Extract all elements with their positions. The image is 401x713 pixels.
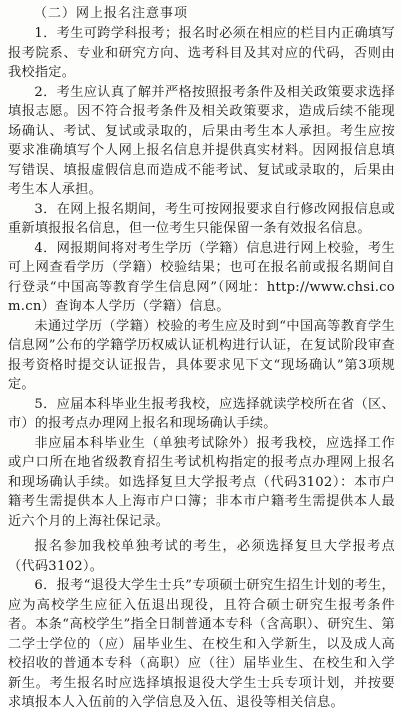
paragraph-1: 1．考生可跨学科报考；报名时必须在相应的栏目内正确填写报考院系、专业和研究方向、选考科目及其对应的代码，否则由我校指定。 [8, 26, 395, 80]
paragraph-5-single-exam: 报名参加我校单独考试的考生，必须选择复旦大学报考点（代码3102）。 [8, 539, 395, 574]
paragraph-6: 6．报考“退役大学生士兵”专项硕士研究生招生计划的考生，应为高校学生应征入伍退出现役，且符合硕士研究生报考条件者。本条“高校学生”指全日制普通本专科（含高职）、研究生、第二学士学位的（应）届毕业生、在校生和入学新生，以及成人高校招收的普通本专科（高职）应（往）届毕业生、在校生和入学新生。考生报名时应选择填报退役大学生士兵专项计划，并按要求填报本人入伍前的入学信息及入伍、退役等相关信息。 [8, 578, 395, 710]
paragraph-2: 2．考生应认真了解并严格按照报考条件及相关政策要求选择填报志愿。因不符合报考条件及相关政策要求，造成后续不能现场确认、考试、复试或录取的，后果由考生本人承担。考生应按要求准确填写个人网上报名信息并提供真实材料。因网报信息填写错误、填报虚假信息而造成不能考试、复试或录取的，后果由考生本人承担。 [8, 84, 395, 197]
paragraph-5-non-graduate: 非应届本科毕业生（单独考试除外）报考我校，应选择工作或户口所在地省级教育招生考试机构指定的报考点办理网上报名和现场确认手续。如选择复旦大学报考点（代码3102）：本市户籍考生需提供本人上海市户口簿；非本市户籍考生需提供本人最近六个月的上海社保记录。 [8, 435, 395, 529]
paragraph-3: 3．在网上报名期间，考生可按网报要求自行修改网报信息或重新填报报名信息，但一位考生只能保留一条有效报名信息。 [8, 201, 395, 236]
paragraph-5: 5．应届本科毕业生报考我校，应选择就读学校所在省（区、市）的报考点办理网上报名和现场确认手续。 [8, 396, 395, 431]
paragraph-4: 4．网报期间将对考生学历（学籍）信息进行网上校验，考生可上网查看学历（学籍）校验结果；也可在报名前或报名期间自行登录“中国高等教育学生信息网”（网址：http://www.chsi.com.cn）查询本人学历（学籍）信息。 [8, 240, 395, 314]
section-heading: （二）网上报名注意事项 [34, 6, 189, 21]
paragraph-4-continued: 未通过学历（学籍）校验的考生应及时到“中国高等教育学生信息网”公布的学籍学历权威认证机构进行认证，在复试阶段审查报考资格时提交认证报告，具体要求见下文“现场确认”第3项规定。 [8, 318, 395, 392]
